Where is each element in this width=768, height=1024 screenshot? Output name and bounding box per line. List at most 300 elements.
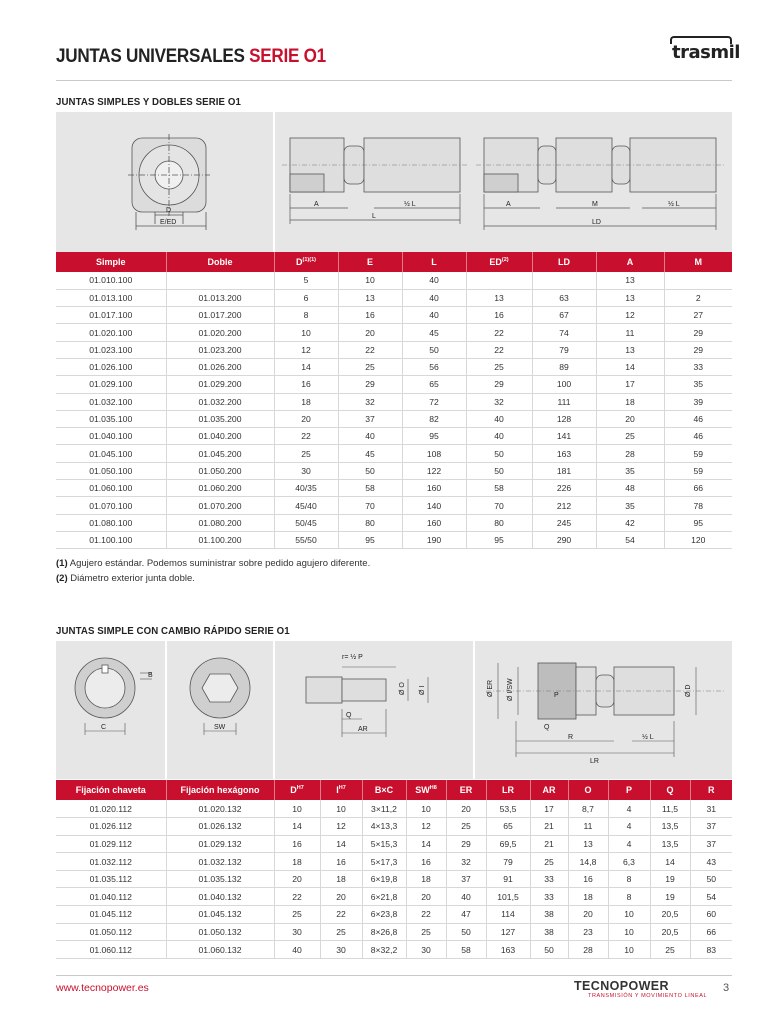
table-cell: 28 <box>596 445 664 462</box>
table-cell: 22 <box>466 341 532 358</box>
drawing-label-q: Q <box>346 712 352 719</box>
table-cell: 01.013.200 <box>166 289 274 306</box>
table-cell: 6×21,8 <box>362 888 406 906</box>
table-row <box>56 307 732 324</box>
column-header: Q <box>650 780 690 800</box>
table-cell: 25 <box>406 923 446 941</box>
column-header: $SW^{H8}$ <box>406 780 446 800</box>
table-cell: 122 <box>402 462 466 479</box>
table-cell: 58 <box>338 480 402 497</box>
table-cell: 30 <box>274 923 320 941</box>
table-cell: 01.080.100 <box>56 514 166 531</box>
table-cell: 46 <box>664 428 732 445</box>
drawing-label-q2: Q <box>544 724 550 731</box>
table-cell: 10 <box>406 800 446 818</box>
table-cell: 16 <box>320 853 362 871</box>
table-cell: 58 <box>466 480 532 497</box>
table-cell: 01.040.100 <box>56 428 166 445</box>
table-cell: 40 <box>466 428 532 445</box>
table-cell: 33 <box>530 888 568 906</box>
table-cell: 12 <box>596 307 664 324</box>
table-cell: 190 <box>402 531 466 548</box>
drawing-label-b: B <box>148 672 153 679</box>
table-header-row <box>56 252 732 272</box>
drawing-label-half-l2: ½ L <box>668 201 680 208</box>
table-cell <box>532 272 596 289</box>
table-cell: 91 <box>486 870 530 888</box>
table-cell: 20 <box>596 410 664 427</box>
table-cell: 69,5 <box>486 835 530 853</box>
table-cell: 4 <box>608 800 650 818</box>
table-cell: 10 <box>320 800 362 818</box>
table-cell: 95 <box>338 531 402 548</box>
table-cell: 18 <box>568 888 608 906</box>
table-row <box>56 923 732 941</box>
drawing-label-d: D <box>166 207 172 214</box>
column-header: Doble <box>166 252 274 272</box>
table-cell: 01.060.132 <box>166 941 274 959</box>
table-cell: 35 <box>596 462 664 479</box>
table-cell: 25 <box>338 358 402 375</box>
tecnopower-logo <box>574 979 707 999</box>
table-cell: 01.020.112 <box>56 800 166 818</box>
joint-technical-drawing <box>56 112 732 252</box>
table-cell: 8×26,8 <box>362 923 406 941</box>
table-cell: 6×19,8 <box>362 870 406 888</box>
table-cell: 108 <box>402 445 466 462</box>
table-cell: 01.045.132 <box>166 906 274 924</box>
table-cell: 12 <box>406 818 446 836</box>
table-cell: 8 <box>608 888 650 906</box>
table-cell: 50/45 <box>274 514 338 531</box>
table-row <box>56 497 732 514</box>
drawing-label-m: M <box>592 201 598 208</box>
table-cell: 21 <box>530 835 568 853</box>
section-title-quick-change: JUNTAS SIMPLE CON CAMBIO RÁPIDO SERIE O1 <box>56 625 290 637</box>
table-row <box>56 272 732 289</box>
page-number: 3 <box>723 982 730 994</box>
table-cell: 67 <box>532 307 596 324</box>
table-cell: 13 <box>596 289 664 306</box>
table-cell: 29 <box>338 376 402 393</box>
column-header: A <box>596 252 664 272</box>
drawing-label-half-l3: ½ L <box>642 734 654 741</box>
table-cell: 47 <box>446 906 486 924</box>
table-row <box>56 445 732 462</box>
table-cell: 25 <box>274 906 320 924</box>
table-row <box>56 428 732 445</box>
table-cell: 19 <box>650 888 690 906</box>
table-cell: 89 <box>532 358 596 375</box>
table-cell: 45 <box>402 324 466 341</box>
table-header-row <box>56 780 732 800</box>
drawing-label-r: R <box>568 734 574 741</box>
drawing-label-ar: AR <box>358 726 368 733</box>
table-cell: 20 <box>568 906 608 924</box>
table-cell: 43 <box>690 853 732 871</box>
table-cell <box>664 272 732 289</box>
table-cell: 18 <box>596 393 664 410</box>
table-cell: 01.026.100 <box>56 358 166 375</box>
table-simple-double <box>56 252 732 549</box>
drawing-label-eed: E/ED <box>160 219 177 226</box>
drawing-label-er: Ø ER <box>487 679 494 697</box>
table-cell: 18 <box>406 870 446 888</box>
column-header: Simple <box>56 252 166 272</box>
drawing-label-a1: A <box>314 201 319 208</box>
drawing-label-rp: r= ½ P <box>342 654 363 661</box>
table-cell: 25 <box>320 923 362 941</box>
table-row <box>56 376 732 393</box>
table-cell: 5×15,3 <box>362 835 406 853</box>
table-cell: 22 <box>406 906 446 924</box>
table-cell: 27 <box>664 307 732 324</box>
table-cell: 25 <box>596 428 664 445</box>
table-cell: 50 <box>466 462 532 479</box>
table-cell: 20 <box>338 324 402 341</box>
table-cell: 95 <box>664 514 732 531</box>
table-row <box>56 358 732 375</box>
table-cell: 01.029.132 <box>166 835 274 853</box>
table-cell: 70 <box>338 497 402 514</box>
column-header: $D^{(1)(1)}$ <box>274 252 338 272</box>
table-cell: 01.035.112 <box>56 870 166 888</box>
table-cell: 70 <box>466 497 532 514</box>
table-row <box>56 531 732 548</box>
drawing-label-l1: L <box>372 213 376 220</box>
table-cell: 20 <box>446 800 486 818</box>
table-cell: 12 <box>320 818 362 836</box>
table-cell: 01.026.112 <box>56 818 166 836</box>
table-cell: 35 <box>664 376 732 393</box>
table-cell <box>166 272 274 289</box>
footnotes <box>56 556 370 586</box>
table-cell: 40 <box>402 289 466 306</box>
table-cell: 72 <box>402 393 466 410</box>
table-cell: 01.060.112 <box>56 941 166 959</box>
table-cell: 12 <box>274 341 338 358</box>
table-cell: 29 <box>466 376 532 393</box>
tecnopower-tagline: TRANSMISIÓN Y MOVIMIENTO LINEAL <box>588 993 708 999</box>
table-cell: 01.040.112 <box>56 888 166 906</box>
drawing-label-o: Ø O <box>399 682 406 695</box>
table-cell: 01.040.132 <box>166 888 274 906</box>
table-cell: 20 <box>274 870 320 888</box>
table-cell: 95 <box>466 531 532 548</box>
table-cell: 01.026.200 <box>166 358 274 375</box>
table-cell: 120 <box>664 531 732 548</box>
table-cell: 01.029.112 <box>56 835 166 853</box>
column-header: P <box>608 780 650 800</box>
footer-divider <box>56 975 732 976</box>
table-cell: 40 <box>446 888 486 906</box>
table-cell: 65 <box>402 376 466 393</box>
drawing-label-isw: Ø I/SW <box>507 678 514 701</box>
drawing-label-a2: A <box>506 201 511 208</box>
column-header: ED$^{(2)}$ <box>466 252 532 272</box>
table-cell: 95 <box>402 428 466 445</box>
table-cell: 30 <box>406 941 446 959</box>
table-cell: 39 <box>664 393 732 410</box>
table-cell: 22 <box>338 341 402 358</box>
table-cell: 50 <box>338 462 402 479</box>
table-cell: 01.017.100 <box>56 307 166 324</box>
table-cell: 37 <box>690 818 732 836</box>
column-header: LR <box>486 780 530 800</box>
table-cell: 59 <box>664 462 732 479</box>
drawing-label-p: P <box>554 692 559 699</box>
table-cell: 127 <box>486 923 530 941</box>
table-cell: 01.020.200 <box>166 324 274 341</box>
table-row <box>56 289 732 306</box>
table-cell: 100 <box>532 376 596 393</box>
table-cell: 8 <box>274 307 338 324</box>
table-cell: 14,8 <box>568 853 608 871</box>
section-title-simple-double: JUNTAS SIMPLES Y DOBLES SERIE O1 <box>56 96 241 108</box>
table-cell: 40/35 <box>274 480 338 497</box>
logo-arc-icon <box>670 36 732 44</box>
table-cell: 01.032.132 <box>166 853 274 871</box>
table-cell: 245 <box>532 514 596 531</box>
website-link[interactable]: www.tecnopower.es <box>56 982 149 994</box>
table-cell: 74 <box>532 324 596 341</box>
table-cell: 14 <box>596 358 664 375</box>
table-cell: 01.060.200 <box>166 480 274 497</box>
table-cell: 13,5 <box>650 818 690 836</box>
column-header: LD <box>532 252 596 272</box>
table-cell: 18 <box>274 393 338 410</box>
table-cell: 10 <box>274 800 320 818</box>
table-cell: 16 <box>406 853 446 871</box>
footnote-2: (2) Diámetro exterior junta doble. <box>56 573 195 584</box>
table-cell: 25 <box>274 445 338 462</box>
table-cell: 18 <box>320 870 362 888</box>
table-row <box>56 410 732 427</box>
table-cell: 50 <box>690 870 732 888</box>
table-cell: 13 <box>596 272 664 289</box>
table-cell: 29 <box>446 835 486 853</box>
table-cell: 32 <box>338 393 402 410</box>
table-cell: 160 <box>402 514 466 531</box>
table-cell: 48 <box>596 480 664 497</box>
table-row <box>56 324 732 341</box>
table-cell: 50 <box>466 445 532 462</box>
table-cell: 111 <box>532 393 596 410</box>
table-cell: 50 <box>402 341 466 358</box>
table-cell: 23 <box>568 923 608 941</box>
table-cell: 30 <box>320 941 362 959</box>
column-header: ER <box>446 780 486 800</box>
table-cell: 59 <box>664 445 732 462</box>
table-cell: 82 <box>402 410 466 427</box>
table-cell: 17 <box>596 376 664 393</box>
drawing-panel-1 <box>56 112 732 252</box>
table-cell: 01.029.200 <box>166 376 274 393</box>
table-cell: 01.050.100 <box>56 462 166 479</box>
table-cell: 50 <box>530 941 568 959</box>
column-header: E <box>338 252 402 272</box>
drawing-label-d2: Ø D <box>685 684 692 697</box>
table-cell: 10 <box>274 324 338 341</box>
table-cell: 30 <box>274 462 338 479</box>
drawing-label-lr: LR <box>590 758 599 765</box>
table-cell: 54 <box>596 531 664 548</box>
table-cell: 45/40 <box>274 497 338 514</box>
table-row <box>56 393 732 410</box>
table-cell: 01.060.100 <box>56 480 166 497</box>
table-cell: 4 <box>608 818 650 836</box>
table-cell: 29 <box>664 324 732 341</box>
table-cell: 37 <box>690 835 732 853</box>
table-cell: 14 <box>406 835 446 853</box>
table-cell: 11 <box>596 324 664 341</box>
table-cell: 01.026.132 <box>166 818 274 836</box>
drawing-label-ld: LD <box>592 219 601 226</box>
table-cell: 83 <box>690 941 732 959</box>
title-accent: SERIE O1 <box>249 46 326 67</box>
table-cell: 8×32,2 <box>362 941 406 959</box>
table-cell: 163 <box>486 941 530 959</box>
table-cell: 20,5 <box>650 906 690 924</box>
trasmil-logo <box>672 42 740 63</box>
table-cell: 01.100.200 <box>166 531 274 548</box>
table-cell: 01.010.100 <box>56 272 166 289</box>
table-cell: 01.035.100 <box>56 410 166 427</box>
table-cell: 01.035.132 <box>166 870 274 888</box>
table-cell: 01.020.100 <box>56 324 166 341</box>
table-cell: 13 <box>568 835 608 853</box>
table-cell: 20 <box>406 888 446 906</box>
table-cell: 80 <box>338 514 402 531</box>
table-cell: 13 <box>466 289 532 306</box>
table-cell: 45 <box>338 445 402 462</box>
table-cell: 6,3 <box>608 853 650 871</box>
table-cell: 66 <box>664 480 732 497</box>
table-cell: 55/50 <box>274 531 338 548</box>
tecnopower-name: TECNOPOWER <box>574 979 669 993</box>
table-cell: 13 <box>338 289 402 306</box>
table-cell: 141 <box>532 428 596 445</box>
table-cell: 16 <box>274 376 338 393</box>
table-cell: 16 <box>568 870 608 888</box>
table-cell: 01.035.200 <box>166 410 274 427</box>
table-cell: 01.020.132 <box>166 800 274 818</box>
table-row <box>56 800 732 818</box>
table-cell: 01.029.100 <box>56 376 166 393</box>
table-cell: 28 <box>568 941 608 959</box>
table-cell: 3×11,2 <box>362 800 406 818</box>
logo-text: trasmil <box>672 42 740 63</box>
table-cell: 60 <box>690 906 732 924</box>
table-cell: 20 <box>320 888 362 906</box>
table-cell: 25 <box>446 818 486 836</box>
table-cell: 40 <box>274 941 320 959</box>
table-cell: 14 <box>650 853 690 871</box>
table-cell: 8,7 <box>568 800 608 818</box>
table-cell: 10 <box>608 906 650 924</box>
table-cell: 01.100.100 <box>56 531 166 548</box>
column-header: AR <box>530 780 568 800</box>
table-cell: 01.070.100 <box>56 497 166 514</box>
page-title <box>56 46 326 68</box>
column-header: $I^{H7}$ <box>320 780 362 800</box>
table-cell: 65 <box>486 818 530 836</box>
table-cell: 22 <box>274 888 320 906</box>
table-cell: 37 <box>338 410 402 427</box>
table-cell: 63 <box>532 289 596 306</box>
table-cell: 10 <box>608 941 650 959</box>
table-cell: 35 <box>596 497 664 514</box>
table-cell: 40 <box>466 410 532 427</box>
table-cell: 38 <box>530 906 568 924</box>
table-cell: 33 <box>530 870 568 888</box>
table-cell: 58 <box>446 941 486 959</box>
table-cell: 79 <box>532 341 596 358</box>
table-cell: 20,5 <box>650 923 690 941</box>
table-cell: 14 <box>274 358 338 375</box>
table-cell: 32 <box>446 853 486 871</box>
table-cell: 16 <box>338 307 402 324</box>
table-row <box>56 941 732 959</box>
table-cell: 17 <box>530 800 568 818</box>
table-cell: 22 <box>274 428 338 445</box>
table-row <box>56 818 732 836</box>
column-header: L <box>402 252 466 272</box>
drawing-panel-2 <box>56 641 732 779</box>
table-cell: 19 <box>650 870 690 888</box>
column-header: $D^{H7}$ <box>274 780 320 800</box>
table-cell: 163 <box>532 445 596 462</box>
table-cell: 01.050.132 <box>166 923 274 941</box>
table-cell: 114 <box>486 906 530 924</box>
table-cell: 78 <box>664 497 732 514</box>
table-cell: 4 <box>608 835 650 853</box>
table-row <box>56 888 732 906</box>
table-quick-change <box>56 780 732 959</box>
table-cell: 01.013.100 <box>56 289 166 306</box>
table-cell: 01.050.112 <box>56 923 166 941</box>
column-header: Fijación chaveta <box>56 780 166 800</box>
table-cell: 11 <box>568 818 608 836</box>
drawing-label-half-l1: ½ L <box>404 201 416 208</box>
table-cell: 25 <box>650 941 690 959</box>
table-cell: 10 <box>608 923 650 941</box>
table-cell: 66 <box>690 923 732 941</box>
table-cell: 5×17,3 <box>362 853 406 871</box>
column-header: M <box>664 252 732 272</box>
table-cell: 140 <box>402 497 466 514</box>
table-cell: 25 <box>530 853 568 871</box>
table-cell: 01.070.200 <box>166 497 274 514</box>
column-header: O <box>568 780 608 800</box>
table-cell: 54 <box>690 888 732 906</box>
table-cell: 79 <box>486 853 530 871</box>
quick-change-technical-drawing <box>56 641 732 779</box>
table-cell: 11,5 <box>650 800 690 818</box>
table-cell: 53,5 <box>486 800 530 818</box>
table-cell: 01.017.200 <box>166 307 274 324</box>
table-cell: 01.045.200 <box>166 445 274 462</box>
header-divider <box>56 80 732 81</box>
table-cell: 4×13,3 <box>362 818 406 836</box>
table-cell: 160 <box>402 480 466 497</box>
table-cell: 290 <box>532 531 596 548</box>
table-row <box>56 480 732 497</box>
table-cell <box>466 272 532 289</box>
table-cell: 01.032.100 <box>56 393 166 410</box>
table-cell: 101,5 <box>486 888 530 906</box>
table-cell: 42 <box>596 514 664 531</box>
